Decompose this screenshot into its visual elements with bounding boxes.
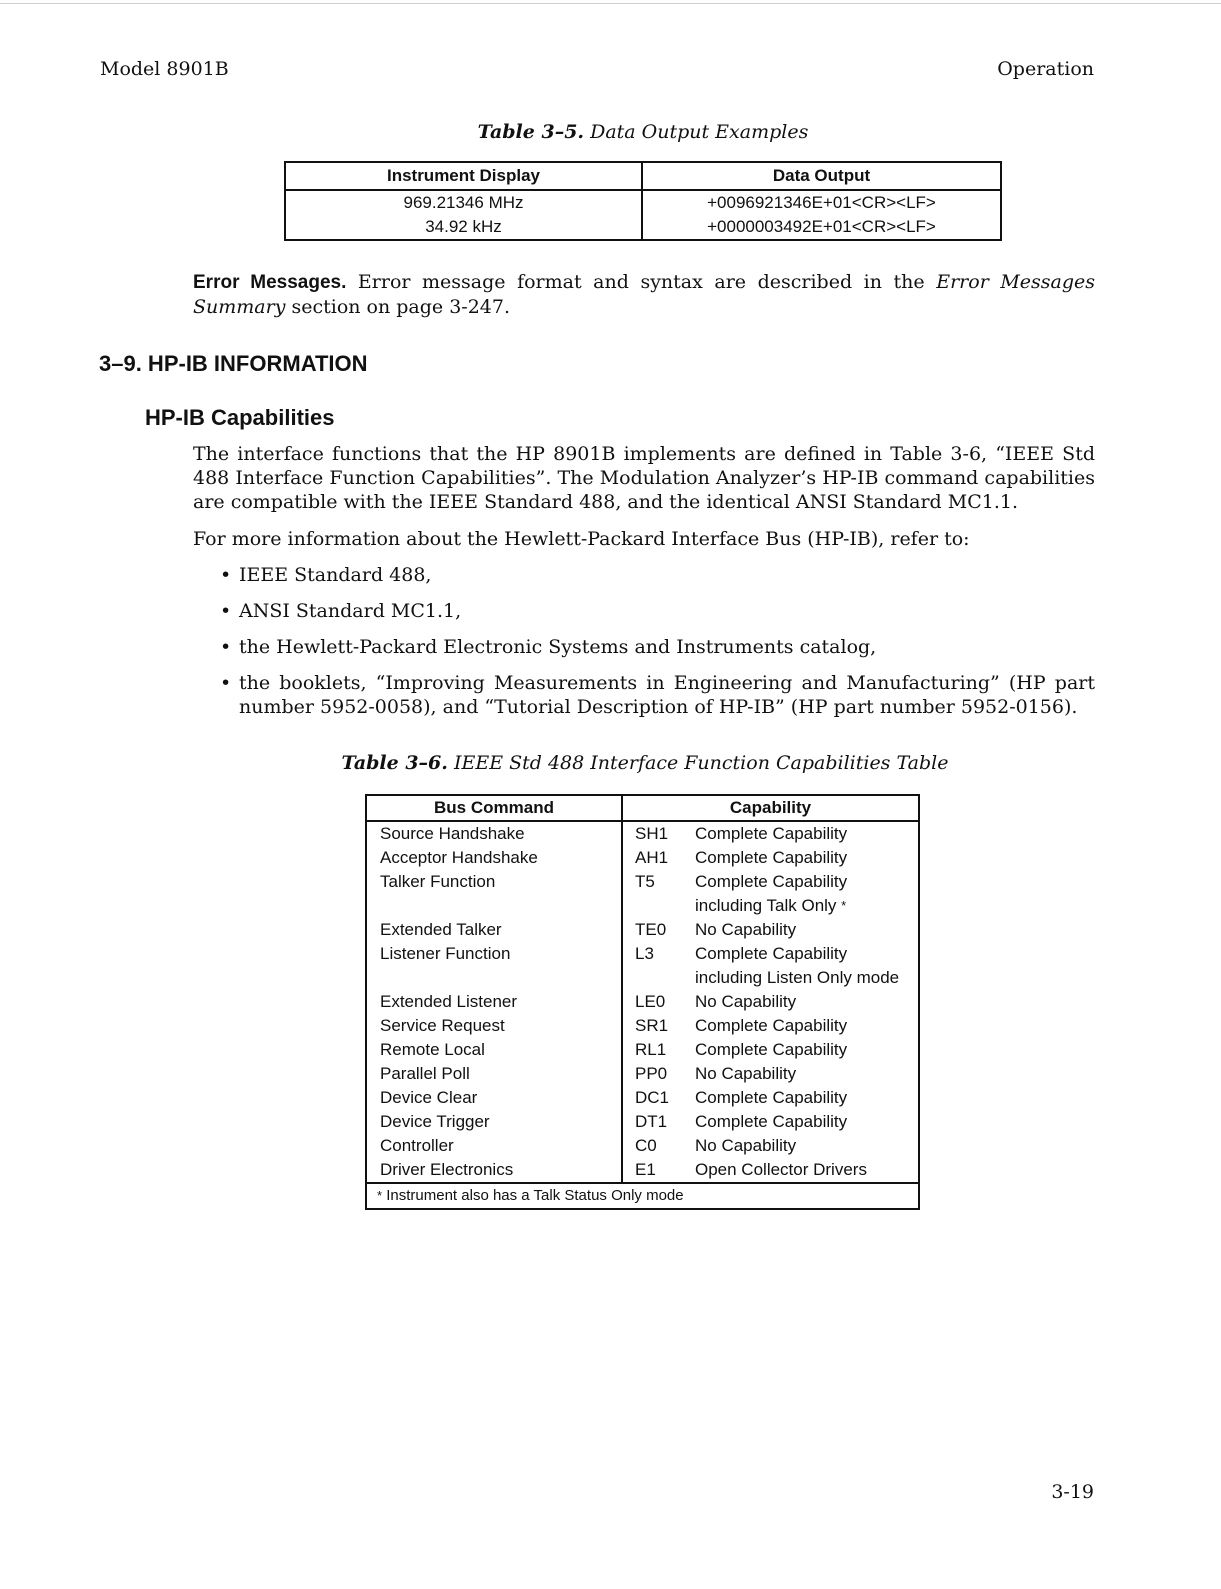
cell-capability: No Capability — [695, 920, 797, 939]
cell-bus-command: Extended Listener — [366, 990, 622, 1014]
table-row — [366, 1014, 919, 1038]
col-header-capability: Capability — [622, 795, 919, 821]
cell-capability — [694, 894, 919, 918]
error-messages-text-1: Error message format and syntax are described in the — [346, 271, 937, 293]
table-row — [285, 215, 1001, 240]
table-row — [366, 966, 919, 990]
cell-capability: Complete Capability — [695, 824, 848, 843]
list-item: • the Hewlett-Packard Electronic Systems and Instruments catalog, — [220, 635, 1095, 659]
section-title: 3–9. HP-IB INFORMATION — [99, 351, 368, 376]
cell-capability: Complete Capability — [695, 1088, 848, 1107]
page-number: 3-19 — [1051, 1481, 1094, 1503]
table-row — [366, 870, 919, 894]
cell-code: TE0 — [635, 920, 667, 939]
cell-bus-command: Controller — [366, 1134, 622, 1158]
table-footnote-row — [366, 1183, 919, 1209]
table-3-5 — [284, 161, 1002, 241]
header-model: Model 8901B — [100, 58, 229, 80]
cell-bus-command: Extended Talker — [366, 918, 622, 942]
cell-bus-command: Driver Electronics — [366, 1158, 622, 1183]
table-row — [366, 1158, 919, 1183]
col-header-bus-command: Bus Command — [366, 795, 622, 821]
table-row — [366, 990, 919, 1014]
cell-code: SR1 — [635, 1016, 669, 1035]
cell-bus-command: Parallel Poll — [366, 1062, 622, 1086]
header-section: Operation — [997, 58, 1094, 80]
reference-list — [220, 563, 1095, 731]
cell-bus-command: Acceptor Handshake — [366, 846, 622, 870]
cell-capability: Open Collector Drivers — [695, 1160, 867, 1179]
cell-code: RL1 — [635, 1040, 667, 1059]
top-rule — [0, 3, 1221, 4]
cell-bus-command: Talker Function — [366, 870, 622, 894]
cell-code: L3 — [635, 944, 654, 963]
cell-code: DT1 — [635, 1112, 668, 1131]
cell-code — [622, 966, 694, 990]
cell-code: E1 — [635, 1160, 656, 1179]
cell-bus-command: Listener Function — [366, 942, 622, 966]
cell-capability: Complete Capability — [695, 848, 848, 867]
table-row — [285, 190, 1001, 215]
table-3-5-title: Data Output Examples — [590, 121, 809, 143]
list-item: • the booklets, “Improving Measurements in Engineering and Manufacturing” (HP part number 5952-0058), and “Tutorial Description of HP-IB” (HP part number 5952-0156). — [220, 671, 1095, 719]
cell-code: LE0 — [635, 992, 666, 1011]
list-item: • ANSI Standard MC1.1, — [220, 599, 1095, 623]
table-3-6-title: IEEE Std 488 Interface Function Capabilities Table — [453, 752, 949, 774]
cell-capability: Complete Capability — [695, 872, 848, 891]
cell-output: +0000003492E+01<CR><LF> — [642, 215, 1001, 240]
cell-capability: No Capability — [695, 992, 797, 1011]
table-row — [366, 1038, 919, 1062]
cell-code: SH1 — [635, 824, 669, 843]
table-3-5-label: Table 3–5. — [477, 121, 585, 143]
cell-bus-command: Device Clear — [366, 1086, 622, 1110]
cell-capability: No Capability — [695, 1136, 797, 1155]
table-row — [366, 846, 919, 870]
col-header-instrument-display: Instrument Display — [285, 162, 642, 190]
cell-capability: Complete Capability — [695, 1112, 848, 1131]
table-3-6 — [365, 794, 920, 1210]
cell-bus-command: Remote Local — [366, 1038, 622, 1062]
table-row — [366, 1110, 919, 1134]
table-3-5-caption — [284, 121, 1002, 143]
error-messages-text-2: section on page 3-247. — [285, 296, 511, 318]
cell-code: AH1 — [635, 848, 669, 867]
footnote-text: Instrument also has a Talk Status Only mode — [386, 1187, 684, 1204]
table-footnote — [366, 1183, 919, 1209]
cell-capability: including Listen Only mode — [695, 968, 900, 987]
table-3-6-caption — [300, 752, 990, 774]
cell-output: +0096921346E+01<CR><LF> — [642, 190, 1001, 215]
table-row — [366, 821, 919, 846]
table-row — [366, 942, 919, 966]
cell-code: C0 — [635, 1136, 657, 1155]
more-info-paragraph: For more information about the Hewlett-Packard Interface Bus (HP-IB), refer to: — [193, 528, 970, 550]
table-row — [366, 894, 919, 918]
cell-code — [622, 894, 694, 918]
cell-capability: Complete Capability — [695, 1040, 848, 1059]
cell-bus-command: Source Handshake — [366, 821, 622, 846]
table-row — [366, 918, 919, 942]
intro-paragraph: The interface functions that the HP 8901B implements are defined in Table 3-6, “IEEE Std 488 Interface Function Capabilities”. The Modulation Analyzer’s HP-IB command capabilities are compatible with the IEEE Standard 488, and the identical ANSI Standard MC1.1. — [193, 443, 1095, 513]
list-item: • IEEE Standard 488, — [220, 563, 1095, 587]
cell-capability: Complete Capability — [695, 1016, 848, 1035]
cell-display: 969.21346 MHz — [285, 190, 642, 215]
cell-bus-command: Service Request — [366, 1014, 622, 1038]
error-messages-heading: Error Messages. — [193, 272, 347, 293]
cell-capability-text: including Talk Only — [695, 896, 837, 915]
error-messages-ref: Error Messages Summary — [193, 271, 1096, 318]
footnote-marker: * — [841, 898, 847, 913]
cell-code: PP0 — [635, 1064, 668, 1083]
cell-capability: No Capability — [695, 1064, 797, 1083]
subsection-title: HP-IB Capabilities — [145, 405, 335, 430]
table-3-6-label: Table 3–6. — [341, 752, 448, 774]
cell-code: DC1 — [635, 1088, 670, 1107]
cell-code: T5 — [635, 872, 655, 891]
footnote-marker: * — [377, 1188, 383, 1203]
cell-display: 34.92 kHz — [285, 215, 642, 240]
cell-capability: Complete Capability — [695, 944, 848, 963]
table-row — [366, 1134, 919, 1158]
table-row — [366, 1062, 919, 1086]
cell-bus-command: Device Trigger — [366, 1110, 622, 1134]
error-messages-paragraph — [193, 270, 1095, 319]
table-row — [366, 1086, 919, 1110]
cell-bus-command — [366, 894, 622, 918]
cell-bus-command — [366, 966, 622, 990]
col-header-data-output: Data Output — [642, 162, 1001, 190]
